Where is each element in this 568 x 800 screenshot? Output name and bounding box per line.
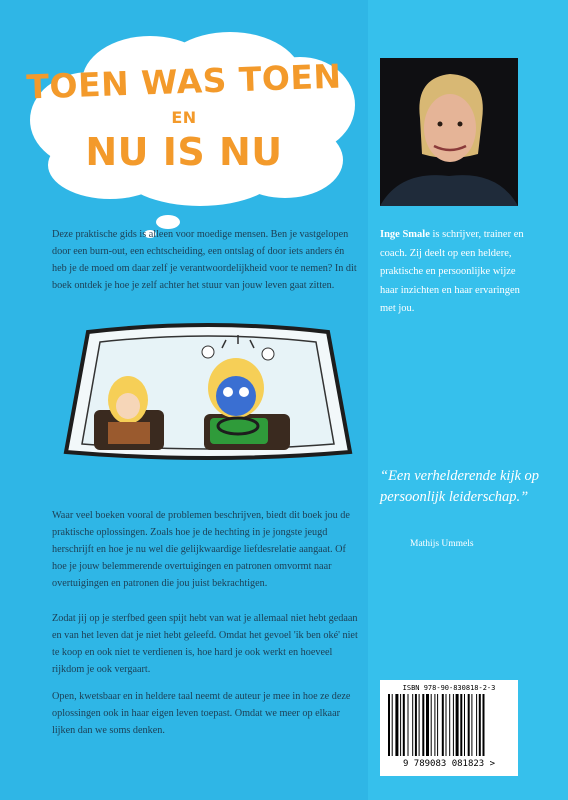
- author-bio: [380, 226, 530, 319]
- blurb-paragraph-3: Zodat jij op je sterfbed geen spijt hebt van wat je allemaal niet hebt gedaan en van het leven dat je niet hebt geleefd. Omdat het gevoel 'ik ben oké' niet te koop en ook niet te verdienen is, hoe hard je ook werkt en hoeveel rijkdom je ook vergaart.: [52, 613, 358, 675]
- blurb-paragraph-4: Open, kwetsbaar en in heldere taal neemt de auteur je mee in hoe ze deze oplossingen ook in haar eigen leven toepast. Omdat we meer op elkaar lijken dan we soms denken.: [52, 691, 351, 736]
- review-quote-author: Mathijs Ummels: [410, 539, 474, 549]
- barcode-icon: [388, 694, 510, 756]
- author-bio-text: is schrijver, trainer en coach. Zij deelt op een heldere, praktische en persoonlijke wijze haar inzichten en haar ervaringen met jou.: [380, 229, 524, 314]
- isbn-number: ISBN 978-90-830818-2-3: [402, 684, 496, 692]
- barcode-box: [380, 680, 518, 776]
- blurb-paragraph-2: Waar veel boeken vooral de problemen beschrijven, biedt dit boek jou de praktische oplossingen. Zoals hoe je de hechting in je jongste jeugd herschrijft en hoe je nu wel die gelijkwaardige liefdesrelatie aangaat. Of hoe je jouw belemmerende overtuigingen en patronen omvormt naar overtuigingen en patronen die jou juist bekrachtigen.: [52, 510, 350, 589]
- author-photo: [380, 58, 518, 206]
- book-title-line-1: TOEN WAS TOEN: [25, 56, 343, 107]
- book-title-line-2: EN: [171, 108, 197, 127]
- blurb-paragraph-1: Deze praktische gids is alleen voor moedige mensen. Ben je vastgelopen door een burn-out, een echtscheiding, een ontslag of door iets anders én heb je de moed om daar zelf je verantwoordelijkheid voor te nemen? In dit boek ontdek je hoe je zelf achter het stuur van jouw leven gaat zitten.: [52, 229, 357, 291]
- author-portrait-icon: [380, 58, 518, 206]
- review-quote: “Een verhelderende kijk op persoonlijk leiderschap.”: [380, 468, 540, 505]
- barcode-digits: 9 789083 081823 >: [402, 759, 496, 769]
- book-title-line-3: NU IS NU: [85, 130, 283, 174]
- car-illustration: [58, 322, 358, 472]
- author-name: Inge Smale: [380, 229, 430, 240]
